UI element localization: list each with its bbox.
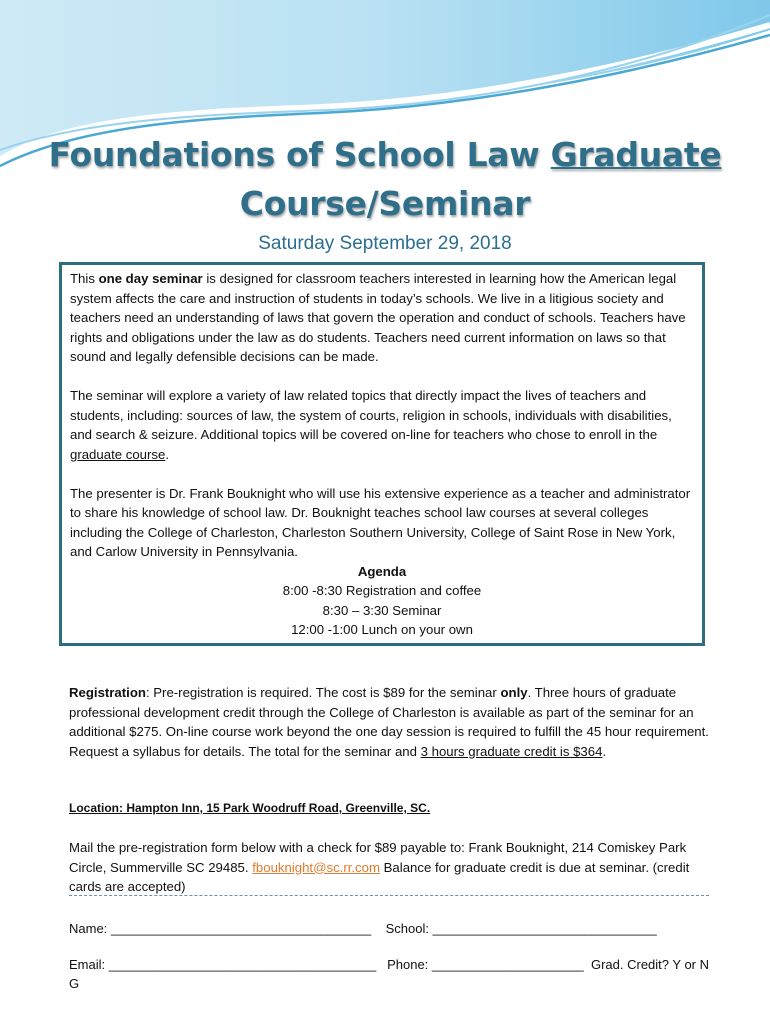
graduate-course-link: graduate course <box>70 446 166 462</box>
form-row-2-wrap: G <box>69 976 80 991</box>
page-title-line-2: Course/Seminar <box>239 184 531 223</box>
text: . <box>165 446 169 462</box>
text: This <box>70 271 99 286</box>
seminar-date: Saturday September 29, 2018 <box>258 233 512 254</box>
form-row-1 <box>69 919 657 938</box>
text: . Three hours of graduate professional development credit through the College of Charleston is available as part of the seminar for an additional $275. On-line course work beyond the one day session is required to fulfill the 45 hour requirement. Request a syllabus for details. The total for the seminar and <box>69 685 709 759</box>
underlined-text: 3 hours graduate credit is $364 <box>420 743 603 759</box>
grad-credit-field[interactable]: Grad. Credit? Y or N <box>590 957 709 972</box>
text: Mail the pre-registration form below with a check for $89 payable to: Frank Bouknight, 214 Comiskey Park Circle, Summerville SC 29485. <box>69 840 687 875</box>
description-box <box>59 262 705 646</box>
registration-label: Registration <box>69 685 146 700</box>
agenda-item: 12:00 -1:00 Lunch on your own <box>291 622 473 637</box>
agenda-item: 8:30 – 3:30 Seminar <box>322 602 442 618</box>
bold-text: only <box>500 685 528 700</box>
bold-text: one day seminar <box>98 271 203 286</box>
agenda-heading <box>70 562 694 582</box>
title-text: Foundations of School Law <box>48 135 551 174</box>
agenda-heading-text: Agenda <box>357 563 407 579</box>
registration-paragraph <box>69 683 709 761</box>
text: The seminar will explore a variety of law related topics that directly impact the lives of teachers and students, including: sources of law, the system of courts, religion in schools, individuals with disabilities, and search & seizure. Additional topics will be covered on-line for teachers who chose to enroll in the <box>70 388 672 442</box>
text: . <box>602 743 607 759</box>
text: : Pre-registration is required. The cost is $89 for the seminar <box>145 685 501 700</box>
cut-line-divider <box>69 895 709 896</box>
intro-paragraph-2 <box>70 386 694 464</box>
mail-instructions <box>69 838 709 897</box>
intro-paragraph-3: The presenter is Dr. Frank Bouknight who will use his extensive experience as a teacher and administrator to share his knowledge of school law. Dr. Bouknight teaches school law courses at several colleges including the College of Charleston, Charleston Southern University, College of Saint Rose in New York, and Carlow University in Pennsylvania. <box>70 485 691 559</box>
school-field[interactable]: School: _______________________________ <box>385 921 657 936</box>
page-title-line-1 <box>0 135 770 174</box>
text: is designed for classroom teachers interested in learning how the American legal system affects the care and instruction of students in today’s schools. We live in a litigious society and teachers need an understanding of laws that govern the operation and conduct of schools. Teachers have rights and obligations under the law as do students. Teachers need current information on laws so that sound and legally defensible decisions can be made. <box>70 271 686 364</box>
text: Balance for graduate credit is due at seminar. (credit cards are accepted) <box>69 859 690 894</box>
email-field[interactable]: Email: _____________________________________ <box>69 957 377 972</box>
email-link[interactable]: fbouknight@sc.rr.com <box>252 859 380 875</box>
title-underlined-word: Graduate <box>550 135 722 174</box>
intro-paragraph-1 <box>70 269 694 367</box>
phone-field[interactable]: Phone: _____________________ <box>387 957 584 972</box>
name-field[interactable]: Name: ____________________________________ <box>69 921 372 936</box>
form-row-2 <box>69 955 709 974</box>
agenda-item: 8:00 -8:30 Registration and coffee <box>282 583 482 598</box>
location-line: Location: Hampton Inn, 15 Park Woodruff Road, Greenville, SC. <box>69 801 431 815</box>
